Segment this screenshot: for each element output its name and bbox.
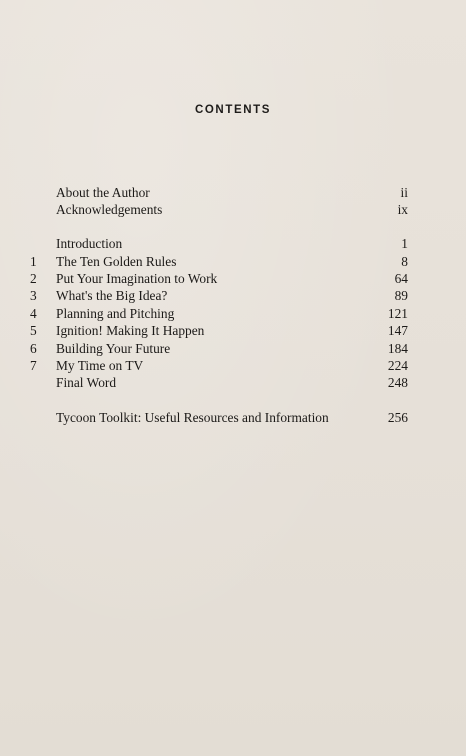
toc-label: Introduction: [56, 236, 123, 251]
toc-chapter-number: 4: [30, 306, 37, 321]
toc-label: Final Word: [56, 375, 117, 390]
toc-label: Acknowledgements: [56, 202, 163, 217]
toc-label: Planning and Pitching: [56, 306, 175, 321]
toc-label: About the Author: [56, 185, 150, 200]
toc-chapter-number: 1: [30, 254, 37, 269]
toc-page-number: 224: [387, 358, 408, 373]
toc-entry-chapter-7: [0, 357, 466, 374]
toc-label: Put Your Imagination to Work: [56, 271, 218, 286]
toc-entry-acknowledgements: [0, 201, 466, 218]
toc-label: My Time on TV: [56, 358, 144, 373]
toc-page-number: 184: [387, 341, 408, 356]
toc-entry-chapter-4: [0, 305, 466, 322]
toc-entry-chapter-5: [0, 322, 466, 339]
toc-chapter-number: 2: [30, 271, 37, 286]
toc-page-number: 256: [387, 410, 408, 425]
toc-entry-tycoon-toolkit: [0, 409, 466, 426]
toc-entry-chapter-3: [0, 287, 466, 304]
toc-entry-introduction: [0, 235, 466, 252]
toc-entry-chapter-1: [0, 253, 466, 270]
toc-page-number: 89: [394, 288, 408, 303]
toc-entry-chapter-2: [0, 270, 466, 287]
toc-page-number: 1: [401, 236, 408, 251]
toc-page-number: 64: [394, 271, 408, 286]
toc-page-number: 121: [387, 306, 408, 321]
toc-page-number: 248: [387, 375, 408, 390]
toc-chapter-number: 7: [30, 358, 37, 373]
toc-entry-about-author: [0, 184, 466, 201]
contents-heading: CONTENTS: [194, 104, 272, 116]
toc-entry-final-word: [0, 374, 466, 391]
toc-chapter-number: 6: [30, 341, 37, 356]
toc-label: The Ten Golden Rules: [56, 254, 177, 269]
toc-entry-chapter-6: [0, 340, 466, 357]
toc-label: Tycoon Toolkit: Useful Resources and Information: [56, 410, 329, 425]
toc-page-number: 147: [387, 323, 408, 338]
toc-label: What's the Big Idea?: [56, 288, 168, 303]
toc-page-number: ix: [397, 202, 408, 217]
toc-label: Building Your Future: [56, 341, 171, 356]
toc-chapter-number: 5: [30, 323, 37, 338]
toc-chapter-number: 3: [30, 288, 37, 303]
toc-page-number: 8: [401, 254, 408, 269]
toc-label: Ignition! Making It Happen: [56, 323, 205, 338]
toc-page-number: ii: [400, 185, 408, 200]
